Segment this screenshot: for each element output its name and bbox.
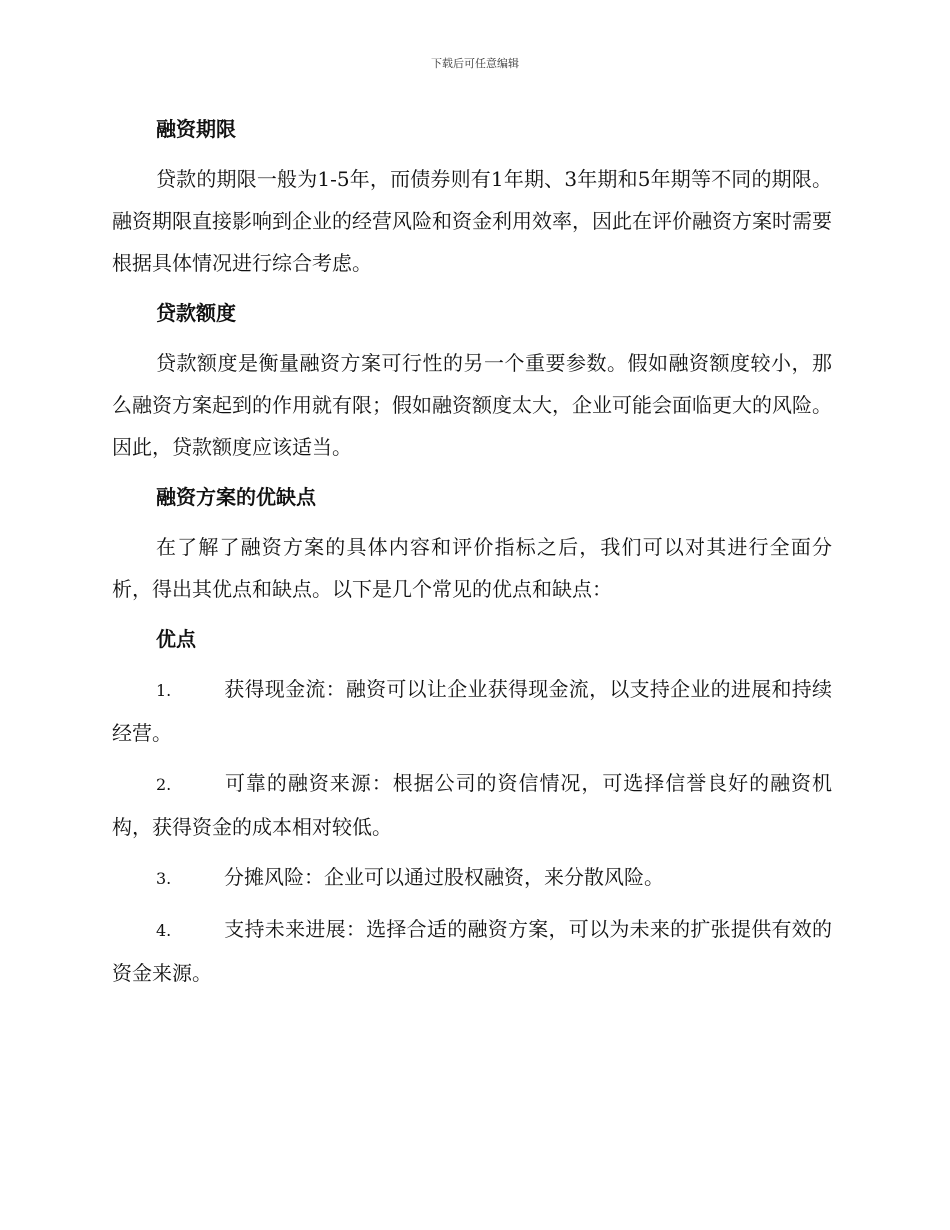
list-item-text: 可靠的融资来源：根据公司的资信情况，可选择信誉良好的融资机构，获得资金的成本相对较低。 [112,771,832,839]
paragraph-term: 贷款的期限一般为1-5年，而债券则有1年期、3年期和5年期等不同的期限。融资期限直接影响到企业的经营风险和资金利用效率，因此在评价融资方案时需要根据具体情况进行综合考虑。 [112,167,832,275]
list-item-text: 支持未来进展：选择合适的融资方案，可以为未来的扩张提供有效的资金来源。 [112,917,832,985]
list-item-text: 获得现金流：融资可以让企业获得现金流，以支持企业的进展和持续经营。 [112,677,832,745]
section-heading-proscons: 融资方案的优缺点 [156,485,316,509]
list-item [112,762,832,848]
list-item-number: 1. [156,681,172,700]
list-item-number: 3. [156,869,172,888]
list-item [112,668,832,754]
list-item-number: 2. [156,775,172,794]
section-heading-term: 融资期限 [156,117,236,141]
section-heading-amount: 贷款额度 [156,301,236,325]
section-heading-advantages: 优点 [156,627,196,651]
paragraph-proscons: 在了解了融资方案的具体内容和评价指标之后，我们可以对其进行全面分析，得出其优点和缺点。以下是几个常见的优点和缺点： [112,535,832,601]
list-item [112,908,832,994]
list-item-number: 4. [156,921,172,940]
list-item-text: 分摊风险：企业可以通过股权融资，来分散风险。 [224,865,664,889]
document-body [112,108,832,1002]
list-item [112,856,832,900]
paragraph-amount: 贷款额度是衡量融资方案可行性的另一个重要参数。假如融资额度较小，那么融资方案起到的作用就有限；假如融资额度太大，企业可能会面临更大的风险。因此，贷款额度应该适当。 [112,351,832,459]
page-header: 下载后可任意编辑 [431,57,519,70]
